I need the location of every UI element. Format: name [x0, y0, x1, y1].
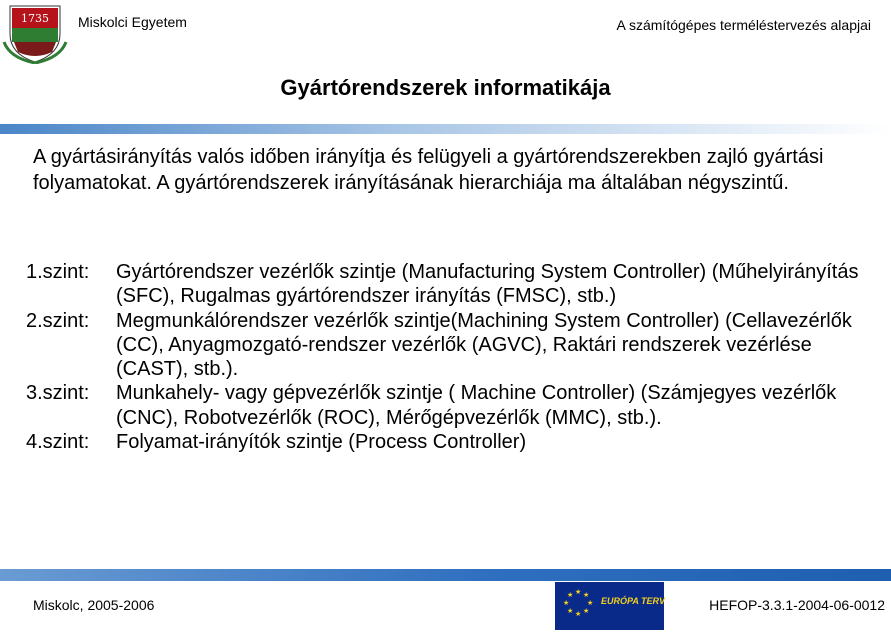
level-text: Folyamat-irányítók szintje (Process Controller) [116, 431, 527, 454]
intro-paragraph: A gyártásirányítás valós időben irányítja és felügyeli a gyártórendszerekben zajló gyártási folyamatokat. A gyártórendszerek irányításának hierarchiája ma általában négyszintű. [33, 146, 824, 194]
university-crest-logo [2, 2, 68, 64]
level-label: 1.szint: [26, 261, 90, 283]
level-text: Megmunkálórendszer vezérlők szintje(Machining System Controller) (Cellavezérlők (CC), Anyagmozgató-rendszer vezérlők (AGVC), Raktári rendszerek vezérlése (CAST), stb.). [116, 309, 852, 381]
university-name: Miskolci Egyetem [78, 14, 187, 30]
course-title: A számítógépes terméléstervezés alapjai [616, 17, 871, 33]
level-label: 3.szint: [26, 382, 90, 405]
europa-terv-logo [555, 582, 664, 630]
svg-text:★: ★ [583, 607, 590, 615]
svg-text:★: ★ [563, 599, 570, 607]
levels-list [26, 260, 886, 454]
project-code: HEFOP-3.3.1-2004-06-0012 [709, 597, 885, 613]
svg-text:★: ★ [567, 607, 574, 615]
level-text: Munkahely- vagy gépvezérlők szintje ( Machine Controller) (Számjegyes vezérlők (CNC), Robotvezérlők (ROC), Mérőgépvezérlők (MMC), stb.). [116, 382, 837, 429]
footer-divider-band [0, 569, 891, 581]
crest-year: 1735 [21, 12, 49, 25]
level-text: Gyártórendszer vezérlők szintje (Manufacturing System Controller) (Műhelyirányítás (SFC), Rugalmas gyártórendszer irányítás (FMSC), stb.) [116, 261, 859, 308]
level-item [26, 260, 886, 309]
place-date: Miskolc, 2005-2006 [33, 597, 155, 613]
eu-logo-text: EURÓPA TERV [601, 596, 666, 606]
level-item [26, 430, 886, 454]
slide-title: Gyártórendszerek informatikája [280, 75, 611, 100]
svg-text:★: ★ [587, 599, 594, 607]
level-label: 4.szint: [26, 431, 90, 454]
svg-text:★: ★ [583, 591, 590, 599]
level-item [26, 381, 886, 430]
svg-text:★: ★ [575, 610, 582, 618]
svg-text:★: ★ [567, 591, 574, 599]
eu-stars-icon [555, 582, 601, 630]
level-item [26, 309, 886, 382]
level-label: 2.szint: [26, 309, 90, 332]
svg-text:★: ★ [575, 588, 582, 596]
header-divider-band [0, 124, 891, 134]
